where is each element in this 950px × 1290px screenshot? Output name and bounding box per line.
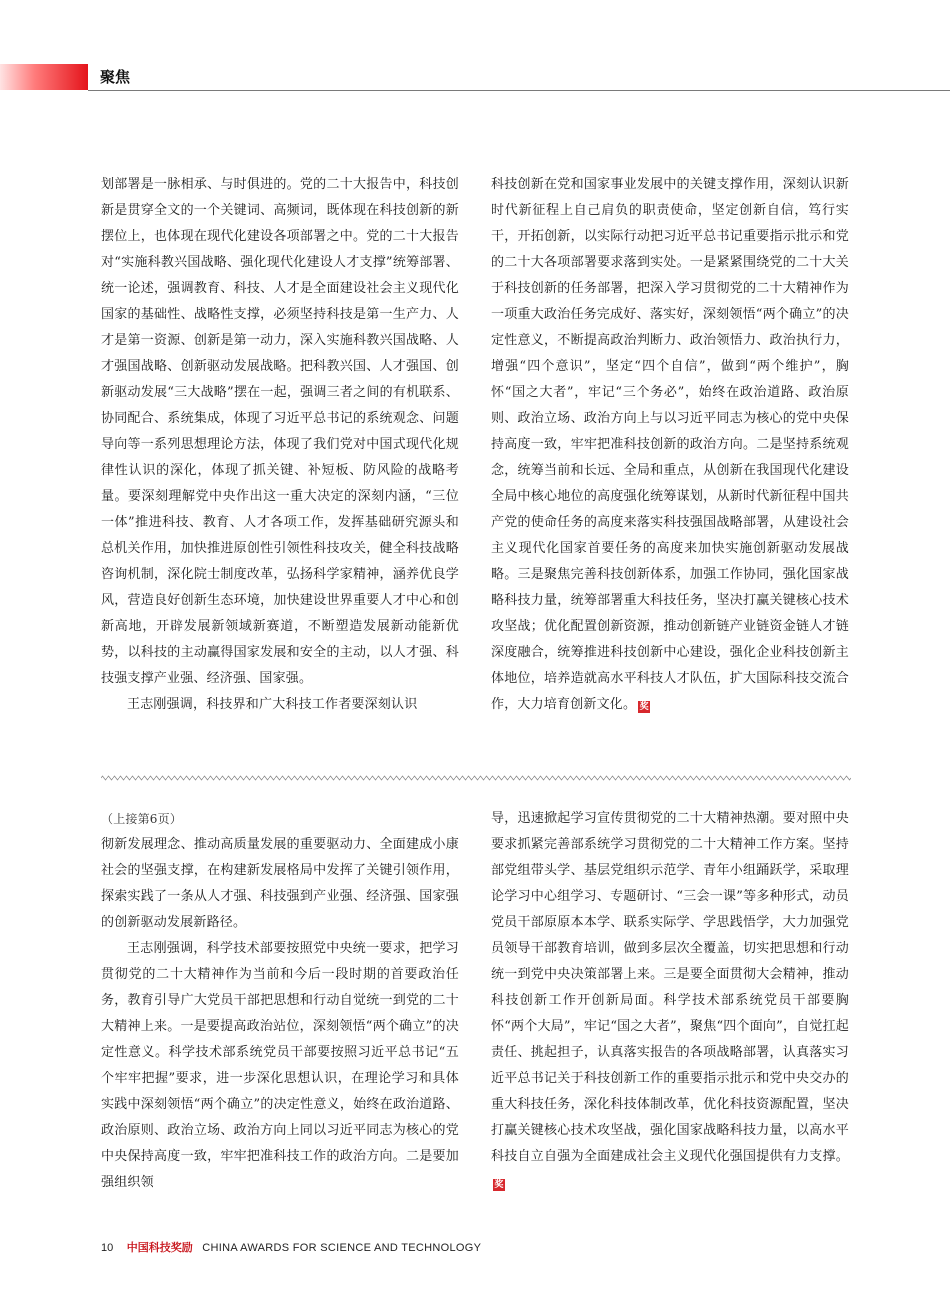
page-number: 10: [101, 1242, 114, 1254]
section-color-bar: [0, 64, 88, 90]
paragraph: [491, 172, 849, 718]
paragraph-text: 科技创新在党和国家事业发展中的关键支撑作用，深刻认识新时代新征程上自己肩负的职责使命，坚定创新自信，笃行实干，开拓创新，以实际行动把习近平总书记重要指示批示和党的二十大各项部署要求落到实处。一是紧紧围绕党的二十大关于科技创新的任务部署，把深入学习贯彻党的二十大精神作为一项重大政治任务完成好、落实好，深刻领悟“两个确立”的决定性意义，不断提高政治判断力、政治领悟力、政治执行力，增强“四个意识”，坚定“四个自信”，做到“两个维护”，胸怀“国之大者”，牢记“三个务必”，始终在政治道路、政治原则、政治立场、政治方向上与以习近平同志为核心的党中央保持高度一致，牢牢把准科技创新的政治方向。二是坚持系统观念，统筹当前和长远、全局和重点，从创新在我国现代化建设全局中核心地位的高度强化统筹谋划，从新时代新征程中国共产党的使命任务的高度来落实科技强国战略部署，从建设社会主义现代化国家首要任务的高度来加快实施创新驱动发展战略。三是聚焦完善科技创新体系，加强工作协同，强化国家战略科技力量，统筹部署重大科技任务，坚决打赢关键核心技术攻坚战；优化配置创新资源，推动创新链产业链资金链人才链深度融合，统筹推进科技创新中心建设，强化企业科技创新主体地位，培养造就高水平科技人才队伍，扩大国际科技交流合作，大力培育创新文化。: [491, 177, 849, 712]
paragraph-text: 导，迅速掀起学习宣传贯彻党的二十大精神热潮。要对照中央要求抓紧完善部系统学习贯彻党的二十大精神工作方案。坚持部党组带头学、基层党组织示范学、青年小组踊跃学，采取理论学习中心组学习、专题研讨、“三会一课”等多种形式，动员党员干部原原本本学、联系实际学、学思践悟学，大力加强党员领导干部教育培训，做到多层次全覆盖，切实把思想和行动统一到党中央决策部署上来。三是要全面贯彻大会精神，推动科技创新工作开创新局面。科学技术部系统党员干部要胸怀“两个大局”，牢记“国之大者”，聚焦“四个面向”，自觉扛起责任、挑起担子，认真落实报告的各项战略部署，认真落实习近平总书记关于科技创新工作的重要指示批示和党中央交办的重大科技任务，深化科技体制改革，优化科技资源配置，坚决打赢关键核心技术攻坚战，强化国家战略科技力量，以高水平科技自立自强为全面建成社会主义现代化强国提供有力支撑。: [491, 811, 849, 1164]
top-right-column: [491, 172, 849, 718]
section-divider: [101, 774, 851, 782]
section-title: 聚焦: [100, 68, 131, 86]
end-mark: 奖: [639, 702, 649, 712]
bottom-right-column: [491, 806, 849, 1196]
paragraph: 王志刚强调，科技界和广大科技工作者要深刻认识: [127, 697, 418, 712]
magazine-name-en: CHINA AWARDS FOR SCIENCE AND TECHNOLOGY: [202, 1242, 482, 1254]
paragraph: 划部署是一脉相承、与时俱进的。党的二十大报告中，科技创新是贯穿全文的一个关键词、高频词，既体现在科技创新的新摆位上，也体现在现代化建设各项部署之中。党的二十大报告对“实施科教兴国战略、强化现代化建设人才支撑”统筹部署、统一论述，强调教育、科技、人才是全面建设社会主义现代化国家的基础性、战略性支撑，必须坚持科技是第一生产力、人才是第一资源、创新是第一动力，深入实施科教兴国战略、人才强国战略、创新驱动发展战略。把科教兴国、人才强国、创新驱动发展“三大战略”摆在一起，强调三者之间的有机联系、协同配合、系统集成，体现了习近平总书记的系统观念、问题导向等一系列思想理论方法，体现了我们党对中国式现代化规律性认识的深化，体现了抓关键、补短板、防风险的战略考量。要深刻理解党中央作出这一重大决定的深刻内涵，“三位一体”推进科技、教育、人才各项工作，发挥基础研究源头和总机关作用，加快推进原创性引领性科技攻关，健全科技战略咨询机制，深化院士制度改革，弘扬科学家精神，涵养优良学风，营造良好创新生态环境，加快建设世界重要人才中心和创新高地，开辟发展新领域新赛道，不断塑造发展新动能新优势，以科技的主动赢得国家发展和安全的主动，以人才强、科技强支撑产业强、经济强、国家强。: [101, 177, 459, 686]
paragraph: 彻新发展理念、推动高质量发展的重要驱动力、全面建成小康社会的坚强支撑，在构建新发展格局中发挥了关键引领作用，探索实践了一条从人才强、科技强到产业强、经济强、国家强的创新驱动发展新路径。: [101, 837, 459, 930]
end-mark: 奖: [494, 1180, 504, 1190]
top-left-column: [101, 172, 459, 718]
header-divider: [88, 90, 950, 91]
paragraph: 王志刚强调，科学技术部要按照党中央统一要求，把学习贯彻党的二十大精神作为当前和今后一段时期的首要政治任务，教育引导广大党员干部把思想和行动自觉统一到党的二十大精神上来。一是要提高政治站位，深刻领悟“两个确立”的决定性意义。科学技术部系统党员干部要按照习近平总书记“五个牢牢把握”要求，进一步深化思想认识，在理论学习和具体实践中深刻领悟“两个确立”的决定性意义，始终在政治道路、政治原则、政治立场、政治方向上同以习近平同志为核心的党中央保持高度一致，牢牢把准科技工作的政治方向。二是要加强组织领: [101, 941, 459, 1190]
continued-note: （上接第6页）: [101, 812, 183, 826]
bottom-left-column: [101, 806, 459, 1196]
paragraph: [491, 806, 849, 1196]
magazine-name-cn: 中国科技奖励: [126, 1241, 193, 1254]
page-footer: [101, 1240, 481, 1256]
